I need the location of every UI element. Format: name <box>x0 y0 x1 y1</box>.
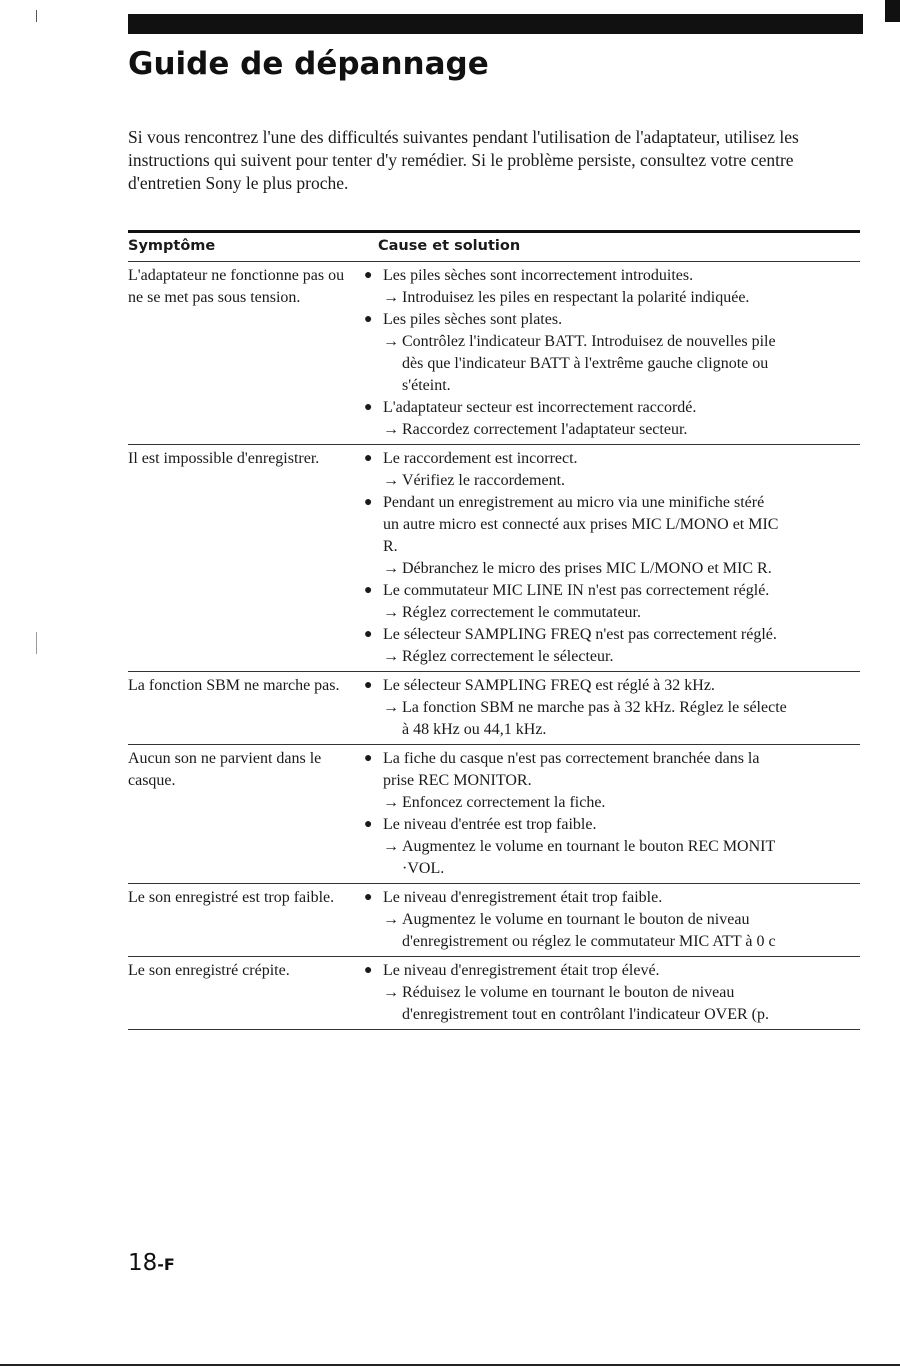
cause-list <box>364 675 860 744</box>
cause-text: R. <box>383 538 398 555</box>
edge-tab-marker <box>885 0 900 22</box>
cause-item <box>364 265 860 287</box>
arrow-right-icon: → <box>383 648 399 665</box>
solution-item <box>383 982 860 1004</box>
header-symptom: Symptôme <box>128 238 216 254</box>
cause-list <box>364 448 860 671</box>
arrow-right-icon: → <box>383 472 399 489</box>
arrow-right-icon: → <box>383 560 399 577</box>
solution-item <box>383 909 860 931</box>
table-row <box>128 744 860 883</box>
cause-text: prise REC MONITOR. <box>383 772 532 789</box>
cause-text: Le raccordement est incorrect. <box>383 450 578 467</box>
page-number <box>128 1250 175 1276</box>
bullet-icon: ● <box>364 627 373 642</box>
bullet-icon <box>364 770 383 792</box>
table-row <box>128 956 860 1030</box>
solution-item <box>383 375 860 397</box>
cause-item <box>364 887 860 909</box>
arrow-right-icon <box>383 1004 402 1026</box>
solution-item <box>383 287 860 309</box>
solution-text: Réduisez le volume en tournant le bouton de niveau <box>402 984 735 1001</box>
bullet-icon: ● <box>364 495 373 510</box>
solution-item <box>383 931 860 953</box>
page-title: Guide de dépannage <box>128 46 489 82</box>
arrow-right-icon: → <box>383 838 399 855</box>
arrow-right-icon: → <box>383 984 399 1001</box>
symptom-text: Il est impossible d'enregistrer. <box>128 450 320 467</box>
bullet-icon: ● <box>364 678 373 693</box>
cause-text: Pendant un enregistrement au micro via une minifiche stéré <box>383 494 765 511</box>
solution-item <box>383 792 860 814</box>
table-row <box>128 883 860 956</box>
solution-item <box>383 602 860 624</box>
solution-text: Raccordez correctement l'adaptateur secteur. <box>402 421 688 438</box>
solution-item <box>383 558 860 580</box>
solution-item <box>383 646 860 668</box>
solution-text: d'enregistrement tout en contrôlant l'indicateur OVER (p. <box>402 1006 769 1023</box>
cause-text: L'adaptateur secteur est incorrectement raccordé. <box>383 399 697 416</box>
solution-item <box>383 331 860 353</box>
solution-text: La fonction SBM ne marche pas à 32 kHz. Réglez le sélecte <box>402 699 787 716</box>
table-row <box>128 444 860 671</box>
arrow-right-icon: → <box>383 699 399 716</box>
bottom-edge-line <box>0 1364 900 1366</box>
cause-list <box>364 887 860 956</box>
solution-item <box>383 719 860 741</box>
arrow-right-icon <box>383 858 402 880</box>
symptom-text: La fonction SBM ne marche pas. <box>128 677 340 694</box>
cause-text: La fiche du casque n'est pas correctement branchée dans la <box>383 750 760 767</box>
bullet-icon: ● <box>364 751 373 766</box>
cause-item <box>364 448 860 470</box>
page-number-suffix: -F <box>157 1255 175 1274</box>
arrow-right-icon: → <box>383 289 399 306</box>
solution-item <box>383 419 860 441</box>
solution-item <box>383 697 860 719</box>
arrow-right-icon: → <box>383 421 399 438</box>
solution-text: Augmentez le volume en tournant le bouton de niveau <box>402 911 750 928</box>
bullet-icon: ● <box>364 583 373 598</box>
solution-text: d'enregistrement ou réglez le commutateur MIC ATT à 0 c <box>402 933 776 950</box>
cause-item <box>364 536 860 558</box>
cause-text: Le niveau d'enregistrement était trop élevé. <box>383 962 660 979</box>
cause-item <box>364 492 860 514</box>
solution-text: Contrôlez l'indicateur BATT. Introduisez de nouvelles pile <box>402 333 776 350</box>
cause-item <box>364 514 860 536</box>
arrow-right-icon <box>383 719 402 741</box>
cause-item <box>364 397 860 419</box>
header-cause-solution: Cause et solution <box>378 238 521 254</box>
cause-item <box>364 675 860 697</box>
margin-mark-middle <box>36 632 37 654</box>
solution-item <box>383 353 860 375</box>
bullet-icon: ● <box>364 268 373 283</box>
header-bar <box>128 14 863 34</box>
symptom-text: L'adaptateur ne fonctionne pas ou ne se met pas sous tension. <box>128 267 345 306</box>
arrow-right-icon <box>383 353 402 375</box>
solution-text: Augmentez le volume en tournant le bouton REC MONIT <box>402 838 776 855</box>
symptom-text: Le son enregistré est trop faible. <box>128 889 335 906</box>
cause-item <box>364 580 860 602</box>
solution-item <box>383 470 860 492</box>
bullet-icon: ● <box>364 817 373 832</box>
cause-text: un autre micro est connecté aux prises MIC L/MONO et MIC <box>383 516 779 533</box>
solution-text: Vérifiez le raccordement. <box>402 472 566 489</box>
margin-mark-top <box>36 10 37 22</box>
solution-text: Introduisez les piles en respectant la polarité indiquée. <box>402 289 750 306</box>
troubleshooting-table <box>128 230 860 1030</box>
cause-text: Le niveau d'enregistrement était trop faible. <box>383 889 663 906</box>
table-row <box>128 261 860 444</box>
cause-text: Les piles sèches sont plates. <box>383 311 563 328</box>
cause-list <box>364 748 860 883</box>
page-number-value: 18 <box>128 1250 158 1276</box>
cause-text: Le sélecteur SAMPLING FREQ est réglé à 32 kHz. <box>383 677 715 694</box>
cause-text: Les piles sèches sont incorrectement introduites. <box>383 267 694 284</box>
solution-item <box>383 858 860 880</box>
bullet-icon: ● <box>364 963 373 978</box>
cause-item <box>364 624 860 646</box>
solution-text: Enfoncez correctement la fiche. <box>402 794 606 811</box>
cause-item <box>364 960 860 982</box>
arrow-right-icon: → <box>383 333 399 350</box>
bullet-icon <box>364 514 383 536</box>
symptom-text: Aucun son ne parvient dans le casque. <box>128 750 322 789</box>
cause-item <box>364 309 860 331</box>
bullet-icon: ● <box>364 400 373 415</box>
bullet-icon: ● <box>364 451 373 466</box>
cause-text: Le niveau d'entrée est trop faible. <box>383 816 597 833</box>
arrow-right-icon: → <box>383 604 399 621</box>
intro-paragraph: Si vous rencontrez l'une des difficultés suivantes pendant l'utilisation de l'adaptateur, utilisez les instructions qui suivent pour tenter d'y remédier. Si le problème persiste, consultez votre centre d'entretien Sony le plus proche. <box>128 127 799 193</box>
solution-text: ·VOL. <box>402 860 445 877</box>
cause-item <box>364 770 860 792</box>
cause-item <box>364 748 860 770</box>
arrow-right-icon: → <box>383 911 399 928</box>
solution-text: Réglez correctement le sélecteur. <box>402 648 614 665</box>
cause-item <box>364 814 860 836</box>
symptom-text: Le son enregistré crépite. <box>128 962 290 979</box>
arrow-right-icon: → <box>383 794 399 811</box>
solution-text: Réglez correctement le commutateur. <box>402 604 641 621</box>
bullet-icon: ● <box>364 890 373 905</box>
solution-text: dès que l'indicateur BATT à l'extrême gauche clignote ou <box>402 355 769 372</box>
cause-list <box>364 960 860 1029</box>
arrow-right-icon <box>383 375 402 397</box>
cause-text: Le commutateur MIC LINE IN n'est pas correctement réglé. <box>383 582 770 599</box>
solution-item <box>383 836 860 858</box>
bullet-icon: ● <box>364 312 373 327</box>
table-header <box>128 233 860 261</box>
solution-text: Débranchez le micro des prises MIC L/MONO et MIC R. <box>402 560 772 577</box>
cause-list <box>364 265 860 444</box>
cause-text: Le sélecteur SAMPLING FREQ n'est pas correctement réglé. <box>383 626 777 643</box>
solution-text: à 48 kHz ou 44,1 kHz. <box>402 721 547 738</box>
solution-text: s'éteint. <box>402 377 451 394</box>
solution-item <box>383 1004 860 1026</box>
table-body <box>128 261 860 1030</box>
arrow-right-icon <box>383 931 402 953</box>
table-row <box>128 671 860 744</box>
bullet-icon <box>364 536 383 558</box>
